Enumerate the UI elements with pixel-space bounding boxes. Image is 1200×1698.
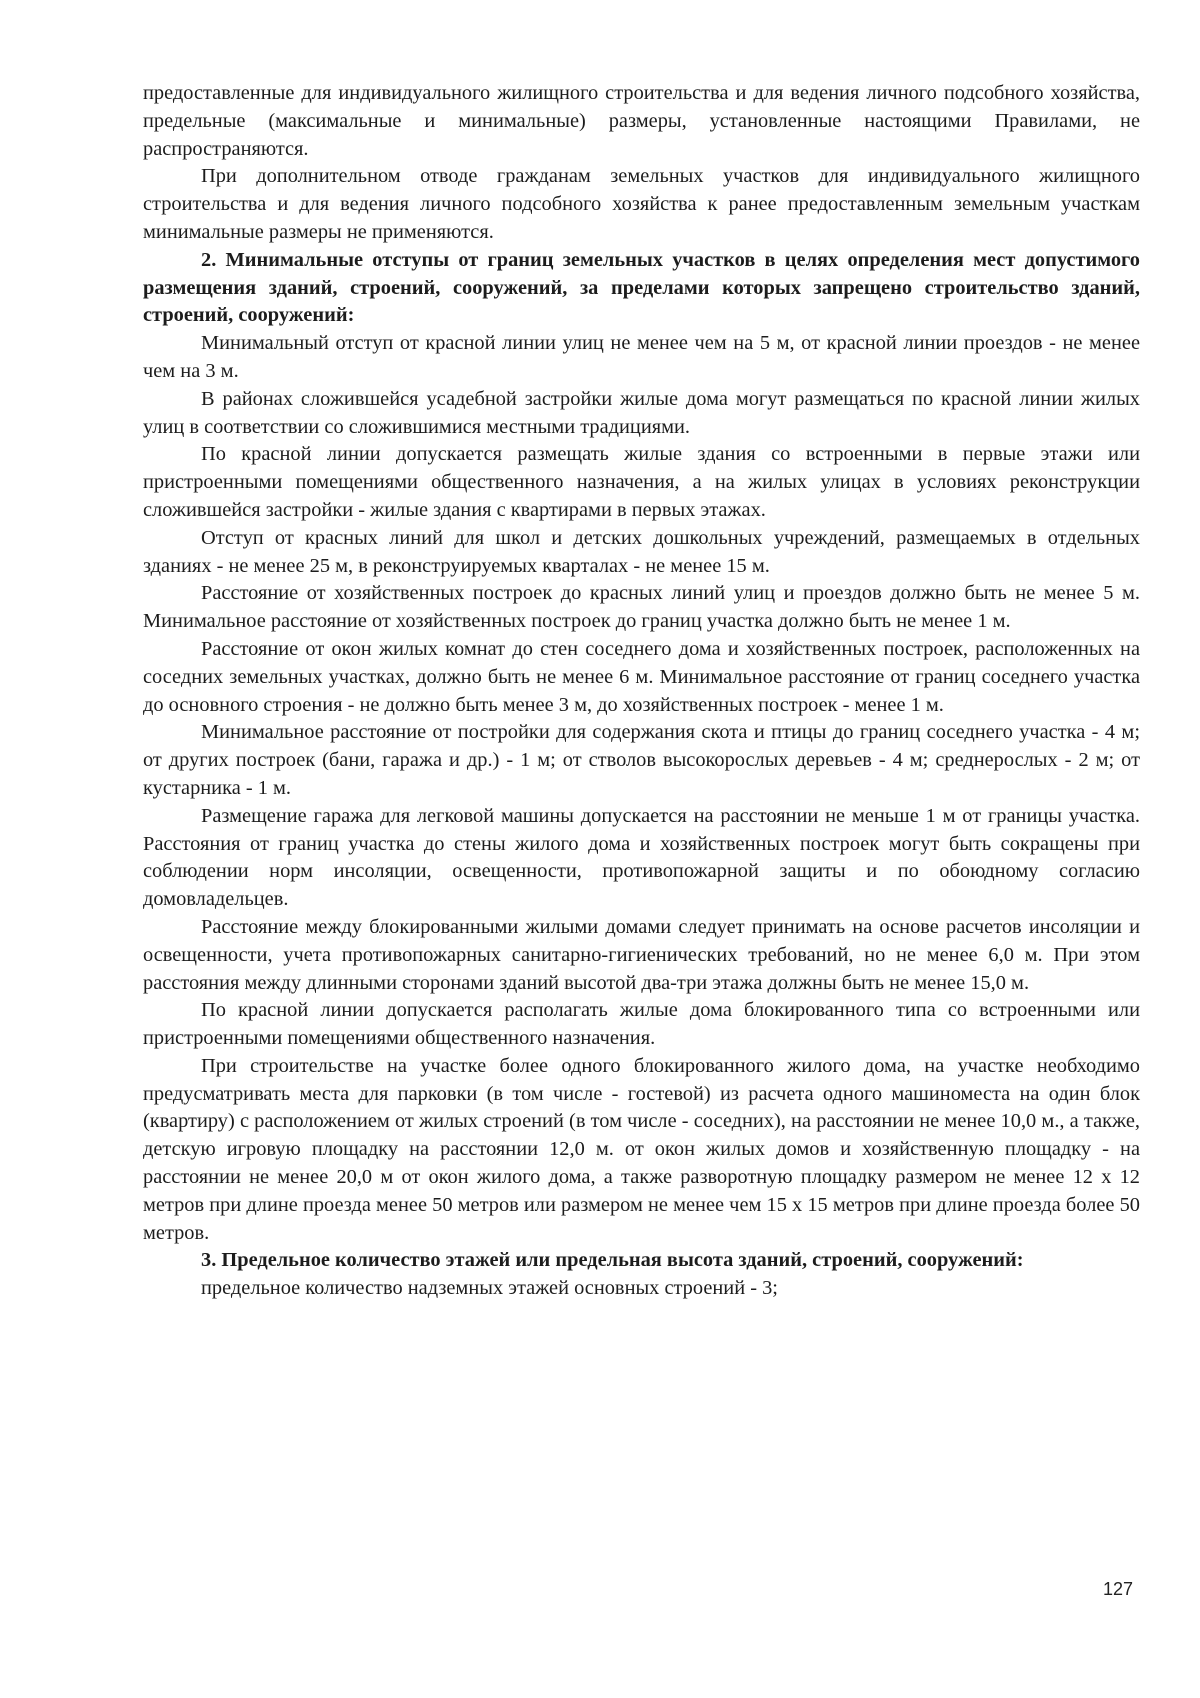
paragraph-red-line-buildings: По красной линии допускается размещать жилые здания со встроенными в первые этажи или пристроенными помещениями общественного назначения, а на жилых улицах в условиях реконструкции сложившейся застройки - жилые здания с квартирами в первых этажах. [143, 443, 1140, 521]
paragraph-blocked-houses-distance: Расстояние между блокированными жилыми домами следует принимать на основе расчетов инсоляции и освещенности, учета противопожарных санитарно-гигиенических требований, но не менее 6,0 м. При этом расстояния между длинными сторонами зданий высотой два-три этажа должны быть не менее 15,0 м. [143, 915, 1140, 994]
document-page [143, 80, 1140, 1303]
paragraph-windows-distance: Расстояние от окон жилых комнат до стен соседнего дома и хозяйственных построек, расположенных на соседних земельных участках, должно быть не менее 6 м. Минимальное расстояние от границ соседнего участка до основного строения - не должно быть менее 3 м, до хозяйственных построек - менее 1 м. [143, 637, 1140, 716]
section-heading-setbacks: 2. Минимальные отступы от границ земельных участков в целях определения мест допустимого размещения зданий, строений, сооружений, за пределами которых запрещено строительство зданий, строений, сооружений: [143, 248, 1140, 327]
paragraph-parking-requirements: При строительстве на участке более одного блокированного жилого дома, на участке необходимо предусматривать места для парковки (в том числе - гостевой) из расчета одного машиноместа на один блок (квартиру) с расположением от жилых строений (в том числе - соседних), на расстоянии не менее 10,0 м., а также, детскую игровую площадку на расстоянии 12,0 м. от окон жилых домов и хозяйственную площадку - на расстоянии не менее 20,0 м от окон жилого дома, а также разворотную площадку размером не менее 12 х 12 метров при длине проезда менее 50 метров или размером не менее чем 15 х 15 метров при длине проезда более 50 метров. [143, 1054, 1140, 1244]
paragraph-floor-limit: предельное количество надземных этажей основных строений - 3; [201, 1277, 778, 1300]
paragraph-blocked-houses-red-line: По красной линии допускается располагать жилые дома блокированного типа со встроенными или пристроенными помещениями общественного назначения. [143, 999, 1140, 1050]
paragraph-livestock-distance: Минимальное расстояние от постройки для содержания скота и птицы до границ соседнего участка - 4 м; от других построек (бани, гаража и др.) - 1 м; от стволов высокорослых деревьев - 4 м; среднерослых - 2 м; от кустарника - 1 м. [143, 721, 1140, 799]
paragraph-schools-setback: Отступ от красных линий для школ и детских дошкольных учреждений, размещаемых в отдельных зданиях - не менее 25 м, в реконструируемых кварталах - не менее 15 м. [143, 526, 1140, 577]
paragraph-garage-placement: Размещение гаража для легковой машины допускается на расстоянии не меньше 1 м от границы участка. Расстояния от границ участка до стены жилого дома и хозяйственных построек могут быть сокращены при соблюдении норм инсоляции, освещенности, противопожарной защиты и по обоюдному согласию домовладельцев. [143, 804, 1140, 911]
section-heading-floors: 3. Предельное количество этажей или предельная высота зданий, строений, сооружений: [201, 1249, 1024, 1272]
paragraph-red-line-setback: Минимальный отступ от красной линии улиц не менее чем на 5 м, от красной линии проездов - не менее чем на 3 м. [143, 332, 1140, 382]
paragraph-estate-development: В районах сложившейся усадебной застройки жилые дома могут размещаться по красной линии жилых улиц в соответствии со сложившимися местными традициями. [143, 387, 1140, 438]
page-number: 127 [1103, 1579, 1134, 1599]
paragraph-outbuildings-distance: Расстояние от хозяйственных построек до красных линий улиц и проездов должно быть не менее 5 м. Минимальное расстояние от хозяйственных построек до границ участка должно быть не менее 1 м. [143, 582, 1140, 633]
paragraph-additional-allotment: При дополнительном отводе гражданам земельных участков для индивидуального жилищного строительства и для ведения личного подсобного хозяйства к ранее предоставленным земельным участкам минимальные размеры не применяются. [143, 165, 1140, 243]
paragraph-continuation: предоставленные для индивидуального жилищного строительства и для ведения личного подсобного хозяйства, предельные (максимальные и минимальные) размеры, установленные настоящими Правилами, не распространяются. [143, 82, 1140, 160]
